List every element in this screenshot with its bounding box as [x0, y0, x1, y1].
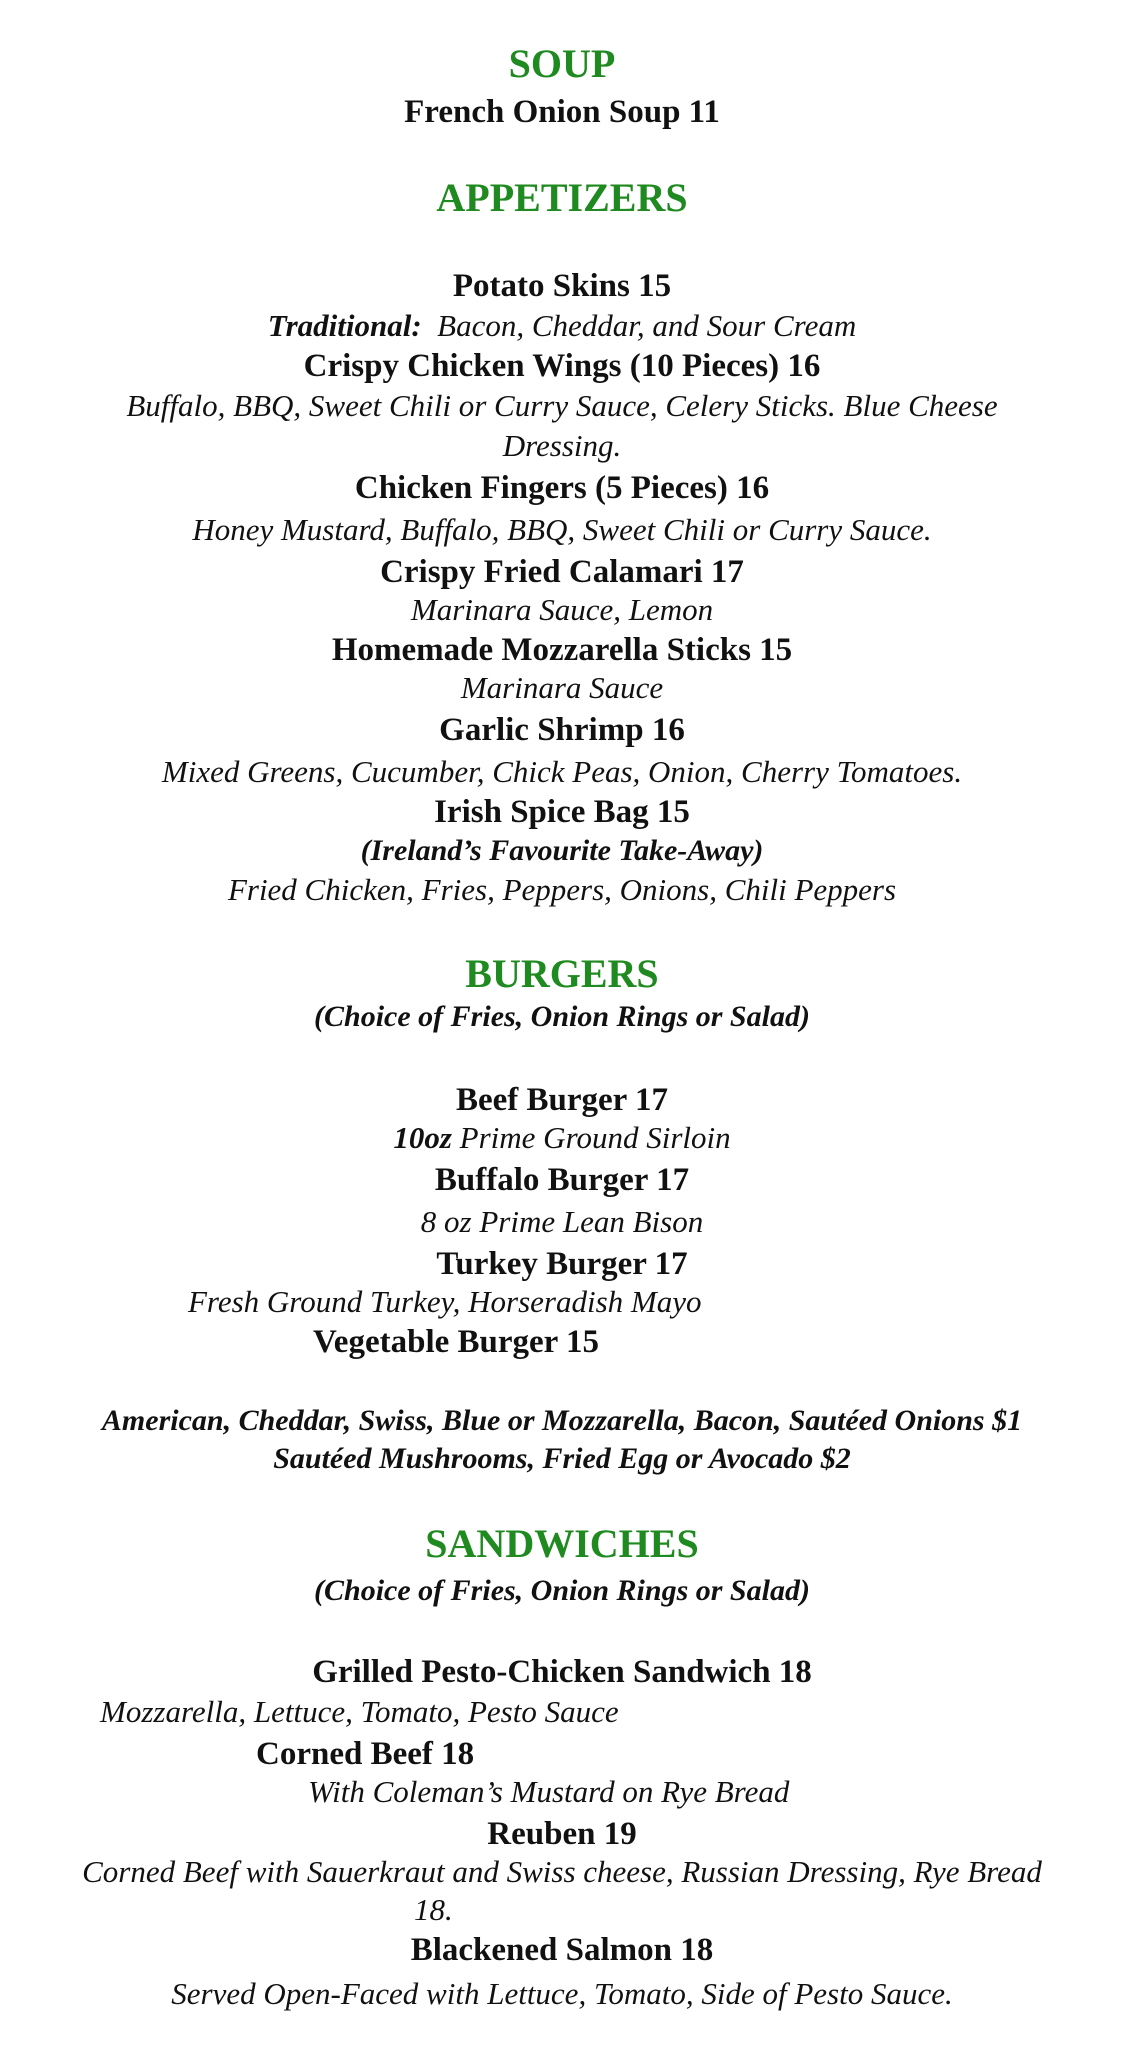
- potato-skins-description: [0, 310, 1124, 341]
- appetizers-heading: APPETIZERS: [436, 175, 688, 220]
- menu-item-chicken-fingers: Chicken Fingers (5 Pieces) 16: [354, 470, 770, 506]
- menu-item-vegetable-burger: Vegetable Burger 15: [313, 1324, 599, 1360]
- menu-item-chicken-wings: Crispy Chicken Wings (10 Pieces) 16: [303, 348, 821, 384]
- burgers-note: (Choice of Fries, Onion Rings or Salad): [314, 1000, 810, 1033]
- sandwiches-note: (Choice of Fries, Onion Rings or Salad): [314, 1574, 810, 1607]
- garlic-shrimp-description: Mixed Greens, Cucumber, Chick Peas, Onion, Cherry Tomatoes.: [161, 754, 963, 789]
- reuben-description-line-2: 18.: [414, 1892, 453, 1927]
- turkey-burger-description: Fresh Ground Turkey, Horseradish Mayo: [188, 1284, 702, 1319]
- sandwiches-heading: SANDWICHES: [425, 1521, 699, 1566]
- menu-item-pesto-chicken-sandwich: Grilled Pesto-Chicken Sandwich 18: [312, 1654, 812, 1690]
- menu-item-calamari: Crispy Fried Calamari 17: [380, 554, 744, 590]
- beef-burger-description: [0, 1122, 1124, 1153]
- potato-skins-description-text: Bacon, Cheddar, and Sour Cream: [437, 308, 857, 343]
- irish-spice-bag-note: (Ireland’s Favourite Take-Away): [360, 834, 764, 867]
- soup-heading: SOUP: [508, 41, 616, 86]
- burgers-heading: BURGERS: [465, 951, 659, 996]
- beef-burger-description-weight: 10oz: [393, 1120, 452, 1155]
- menu-item-potato-skins: Potato Skins 15: [452, 268, 672, 304]
- menu-item-reuben: Reuben 19: [487, 1816, 637, 1852]
- chicken-wings-description-line-1: Buffalo, BBQ, Sweet Chili or Curry Sauce, Celery Sticks. Blue Cheese: [126, 388, 998, 423]
- menu-item-beef-burger: Beef Burger 17: [455, 1082, 668, 1118]
- potato-skins-description-label: Traditional:: [267, 308, 422, 343]
- blackened-salmon-description: Served Open-Faced with Lettuce, Tomato, Side of Pesto Sauce.: [171, 1976, 953, 2011]
- chicken-fingers-description: Honey Mustard, Buffalo, BBQ, Sweet Chili or Curry Sauce.: [192, 512, 932, 547]
- menu-item-buffalo-burger: Buffalo Burger 17: [434, 1162, 690, 1198]
- chicken-wings-description-line-2: Dressing.: [502, 428, 622, 463]
- buffalo-burger-description: 8 oz Prime Lean Bison: [420, 1204, 704, 1239]
- beef-burger-description-text: Prime Ground Sirloin: [459, 1120, 731, 1155]
- irish-spice-bag-description: Fried Chicken, Fries, Peppers, Onions, Chili Peppers: [227, 872, 897, 907]
- menu-item-garlic-shrimp: Garlic Shrimp 16: [439, 712, 685, 748]
- calamari-description: Marinara Sauce, Lemon: [410, 592, 714, 627]
- menu-item-french-onion-soup: French Onion Soup 11: [404, 94, 720, 130]
- corned-beef-description: With Coleman’s Mustard on Rye Bread: [308, 1774, 790, 1809]
- mozzarella-sticks-description: Marinara Sauce: [460, 670, 664, 705]
- menu-item-irish-spice-bag: Irish Spice Bag 15: [434, 794, 690, 830]
- pesto-chicken-description: Mozzarella, Lettuce, Tomato, Pesto Sauce: [100, 1694, 619, 1729]
- menu-item-blackened-salmon: Blackened Salmon 18: [410, 1932, 714, 1968]
- burger-addons-line-1: American, Cheddar, Swiss, Blue or Mozzarella, Bacon, Sautéed Onions $1: [101, 1404, 1023, 1437]
- reuben-description-line-1: Corned Beef with Sauerkraut and Swiss cheese, Russian Dressing, Rye Bread: [82, 1854, 1042, 1889]
- menu-item-turkey-burger: Turkey Burger 17: [436, 1246, 688, 1282]
- menu-item-corned-beef: Corned Beef 18: [256, 1736, 475, 1772]
- burger-addons-line-2: Sautéed Mushrooms, Fried Egg or Avocado $2: [273, 1442, 851, 1475]
- menu-item-mozzarella-sticks: Homemade Mozzarella Sticks 15: [331, 632, 793, 668]
